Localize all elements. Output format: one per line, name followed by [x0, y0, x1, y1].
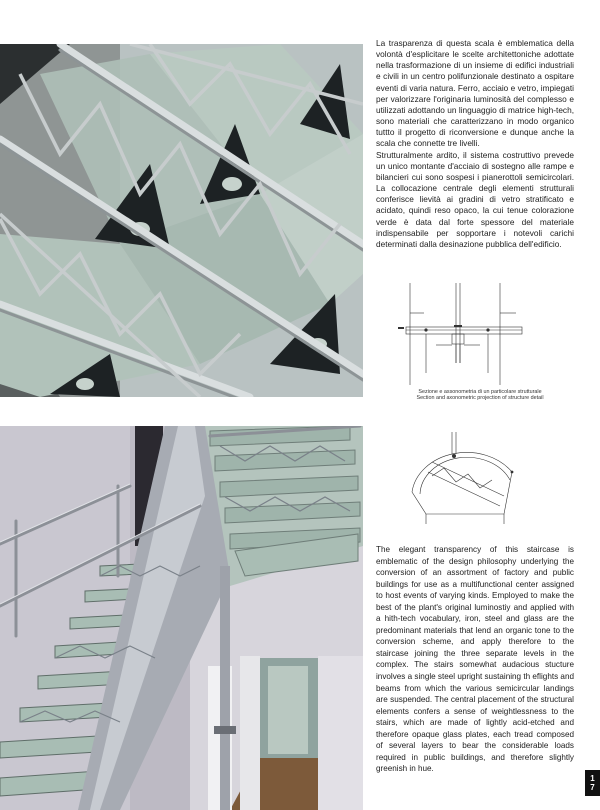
- page-number-digit-1: 1: [590, 774, 595, 783]
- english-description: The elegant transparency of this staircase is emblematic of the design philosophy underlying the conversion of an assortment of factory and public buildings for use as a multifunctional center assigned to host events of varying kinds. Employed to make the best of the plant's original luminostiy and applied with a hith-tech vocabulary, iron, steel and glass are the predominant materials that lend an organic tone to the conversion scheme, and apply therefore to the staircase joining the three separate levels in the complex. The stairs somewhat audacious stucture involves a single steel upright sustaining th eflights and beams from which the various semicircular landings are suspended. The central placement of the structural elements confers a sense of weightlessness to the stairs, which are made of lightly acid-etched and therefore opaque glass plates, each tread composed of several layers to bear the considerable loads required in public buildings, and therefore slightly greenish in hue.: [376, 545, 574, 774]
- staircase-interior-illustration: [0, 426, 363, 810]
- staircase-underside-illustration: [0, 44, 363, 397]
- landing-plan-drawing: [392, 432, 532, 524]
- caption-english: Section and axonometric projection of structure detail: [416, 395, 544, 401]
- italian-paragraph-1: La trasparenza di questa scala è emblematica della volontà d'esplicitare le scelte architettoniche adottate nella trasformazione di un insieme di edifici industriali e civili in un centro polifunzionale destinato a ospitare eventi di varia natura. Ferro, acciaio e vetro, impiegati per valorizzare l'originaria luminosità del complesso e utilizzati adottando un linguaggio di matrice high-tech, sono materiali che caratterizzano in modo organico tuttto il progetto di riconversione e dunque anche la scala che connette tre livelli.: [376, 38, 574, 149]
- section-drawing-lines: [396, 283, 530, 385]
- plan-drawing-lines: [392, 432, 532, 524]
- italian-description: [376, 38, 574, 250]
- structural-section-drawing: [396, 283, 530, 385]
- italian-paragraph-2: Strutturalmente ardito, il sistema costruttivo prevede un unico montante d'acciaio di sostegno alle rampe e bilancieri cui sono sospesi i pianerottoli semicircolari. La collocazione centrale degli elementi strutturali conferisce lievità ai gradini di vetro stratificato e acidato, quindi reso opaco, la cui tenue colorazione verde è data dal forte spessore del materiale indispensabile per sopportare i notevoli carichi determinati dalla desinazione pubblica dell'edificio.: [376, 149, 574, 249]
- staircase-interior-photo: [0, 426, 363, 810]
- page-number-tab: [585, 770, 600, 796]
- page-number-digit-2: 7: [590, 783, 595, 792]
- staircase-underside-photo: [0, 44, 363, 397]
- caption-italian: Sezione e assonometria di un particolare strutturale: [418, 389, 542, 395]
